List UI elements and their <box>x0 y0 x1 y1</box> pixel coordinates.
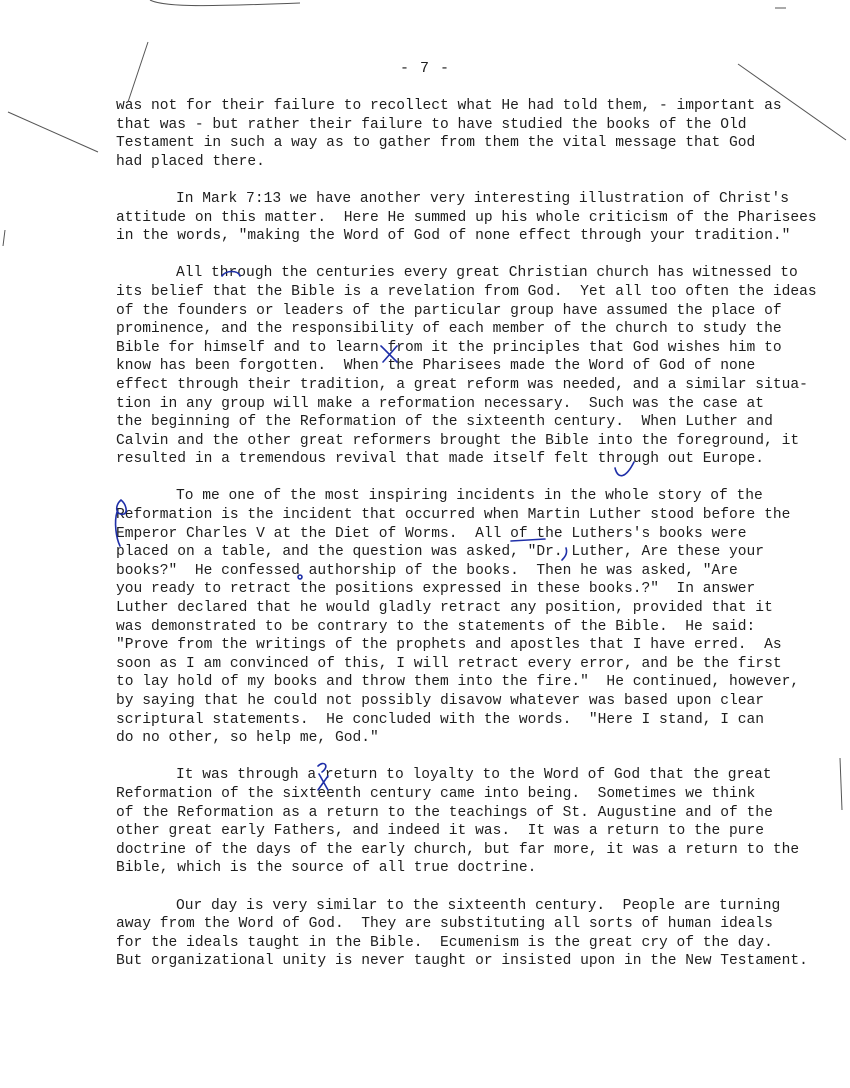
text-line: other great early Fathers, and indeed it was. It was a return to the pure <box>116 823 765 840</box>
text-line: prominence, and the responsibility of each member of the church to study the <box>116 321 782 338</box>
text-line: Bible for himself and to learn from it the principles that God wishes him to <box>116 339 782 356</box>
text-line: the beginning of the Reformation of the sixteenth century. When Luther and <box>116 414 773 431</box>
page-number: - 7 - <box>399 60 450 77</box>
paragraph-4 <box>116 487 800 747</box>
paragraph-gap <box>116 748 796 767</box>
text-line: All through the centuries every great Christian church has witnessed to <box>176 265 798 282</box>
text-line: of the founders or leaders of the particular group have assumed the place of <box>116 302 782 319</box>
scan-edge-line <box>150 0 300 6</box>
text-line: Testament in such a way as to gather from them the vital message that God <box>116 135 756 152</box>
text-line: resulted in a tremendous revival that made itself felt through out Europe. <box>116 451 765 468</box>
text-line: tion in any group will make a reformation necessary. Such was the case at <box>116 395 765 412</box>
text-line: was not for their failure to recollect what He had told them, - important as <box>116 98 782 114</box>
text-line: know has been forgotten. When the Pharisees made the Word of God of none <box>116 358 756 375</box>
paragraph-5 <box>116 766 800 878</box>
text-line: But organizational unity is never taught or insisted upon in the New Testament. <box>116 953 808 970</box>
scan-edge-line <box>8 112 98 152</box>
paragraph-2 <box>116 190 817 246</box>
text-line: its belief that the Bible is a revelation from God. Yet all too often the ideas <box>116 283 817 300</box>
body-text <box>116 97 817 971</box>
text-line: books?" He confessed authorship of the books. Then he was asked, "Are <box>116 562 738 579</box>
text-line: placed on a table, and the question was asked, "Dr. Luther, Are these your <box>116 544 765 561</box>
text-line: doctrine of the days of the early church, but far more, it was a return to the <box>116 841 800 858</box>
text-line: attitude on this matter. Here He summed up his whole criticism of the Pharisees <box>116 209 817 226</box>
text-line: of the Reformation as a return to the teachings of St. Augustine and of the <box>116 804 773 821</box>
text-line: Bible, which is the source of all true doctrine. <box>116 860 537 877</box>
text-line: you ready to retract the positions expressed in these books.?" In answer <box>116 581 756 598</box>
paragraph-gap <box>116 469 796 488</box>
paragraph-gap <box>116 246 796 265</box>
text-line: that was - but rather their failure to have studied the books of the Old <box>116 116 747 133</box>
scan-edge-line <box>3 230 5 246</box>
text-line: Reformation of the sixteenth century came into being. Sometimes we think <box>116 785 756 802</box>
text-line: to lay hold of my books and throw them into the fire." He continued, however, <box>116 674 800 691</box>
text-line: do no other, so help me, God." <box>116 730 379 747</box>
text-line: soon as I am convinced of this, I will retract every error, and be the first <box>116 655 782 672</box>
text-line: Luther declared that he would gladly retract any position, provided that it <box>116 600 773 617</box>
text-line: in the words, "making the Word of God of none effect through your tradition." <box>116 228 791 245</box>
text-line: away from the Word of God. They are substituting all sorts of human ideals <box>116 916 773 933</box>
paragraph-gap <box>116 171 796 190</box>
paragraph-6 <box>116 897 808 971</box>
paragraph-gap <box>116 878 796 897</box>
scan-edge-line <box>840 758 842 810</box>
text-line: To me one of the most inspiring incidents in the whole story of the <box>176 488 763 505</box>
text-line: Reformation is the incident that occurred when Martin Luther stood before the <box>116 507 791 524</box>
text-line: Emperor Charles V at the Diet of Worms. All of the Luthers's books were <box>116 525 747 542</box>
text-line: "Prove from the writings of the prophets and apostles that I have erred. As <box>116 637 782 654</box>
text-line: It was through a return to loyalty to the Word of God that the great <box>176 767 772 784</box>
text-line: was demonstrated to be contrary to the statements of the Bible. He said: <box>116 618 756 635</box>
text-line: scriptural statements. He concluded with the words. "Here I stand, I can <box>116 711 765 728</box>
text-line: Calvin and the other great reformers brought the Bible into the foreground, it <box>116 432 800 449</box>
text-line: for the ideals taught in the Bible. Ecumenism is the great cry of the day. <box>116 934 773 951</box>
text-line: had placed there. <box>116 153 265 170</box>
text-line: by saying that he could not possibly disavow whatever was based upon clear <box>116 693 765 709</box>
text-line: In Mark 7:13 we have another very interesting illustration of Christ's <box>176 190 790 207</box>
paragraph-3 <box>116 264 817 469</box>
paragraph-1 <box>116 97 796 171</box>
text-line: Our day is very similar to the sixteenth century. People are turning <box>176 897 781 914</box>
text-line: effect through their tradition, a great reform was needed, and a similar situa- <box>116 376 808 393</box>
